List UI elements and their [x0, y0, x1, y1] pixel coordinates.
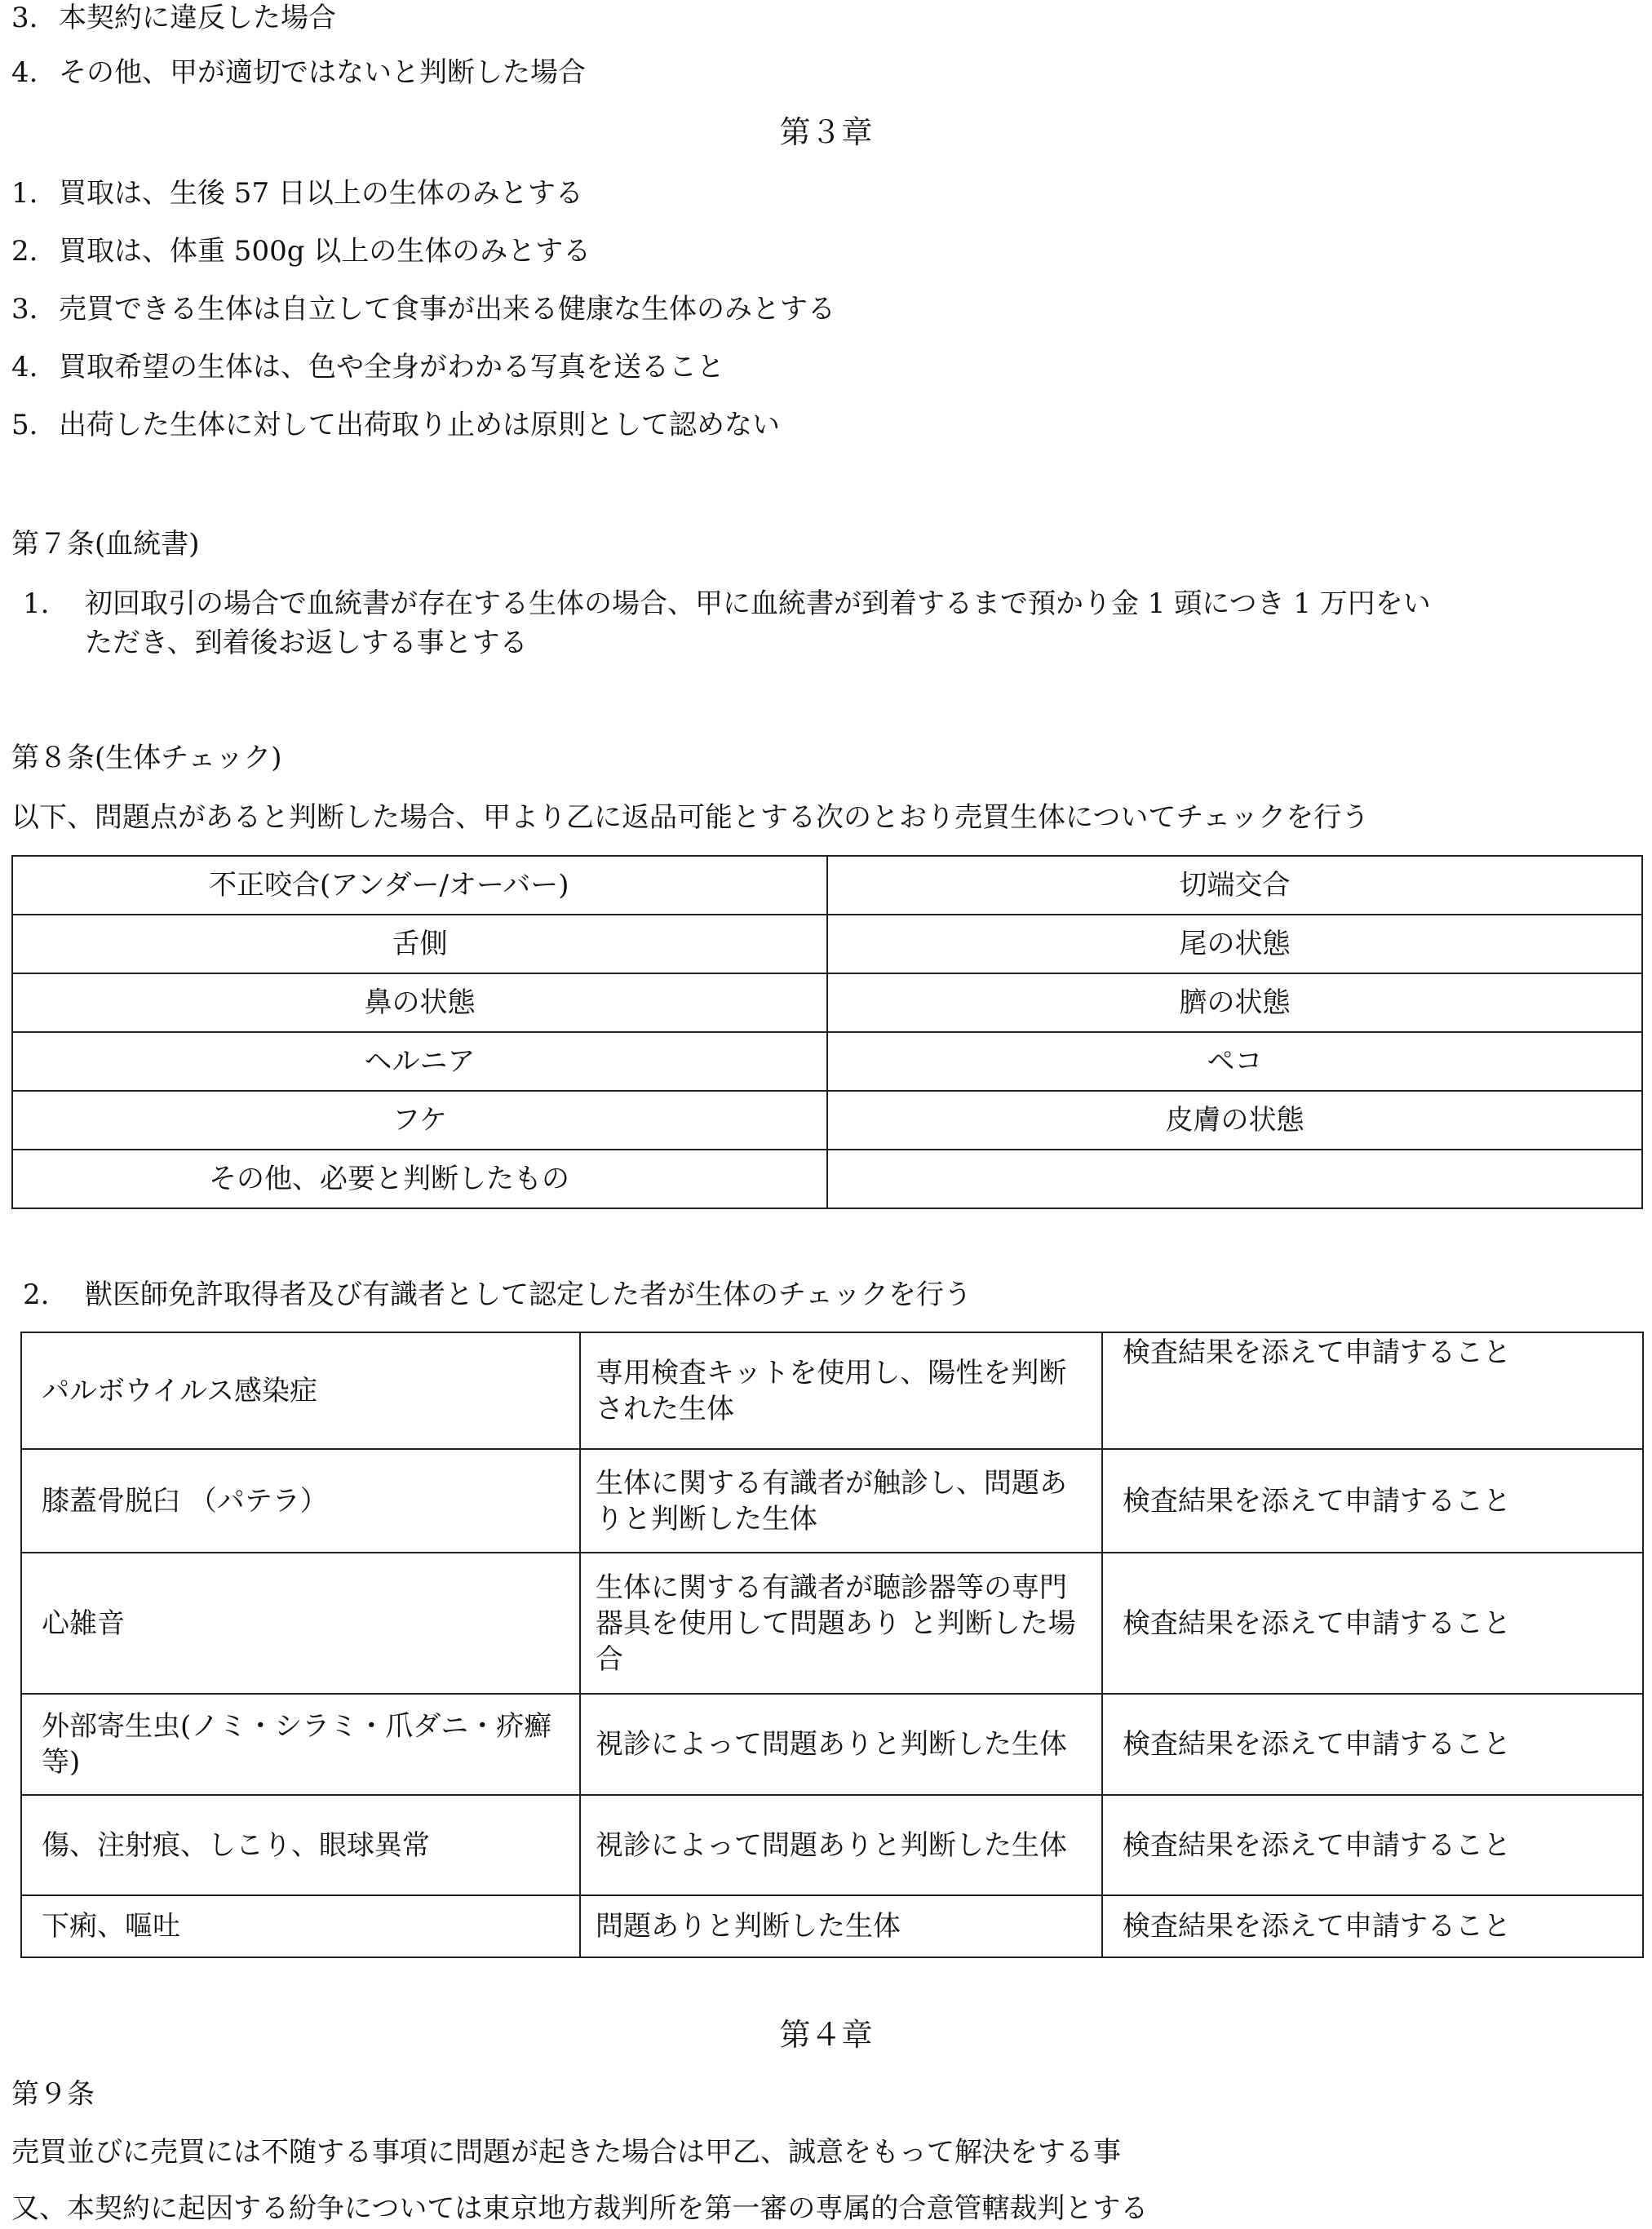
- table-cell: 切端交合: [827, 856, 1642, 915]
- list-item: [11, 407, 780, 443]
- item-number: 3.: [11, 2, 38, 34]
- table-cell: その他、必要と判断したもの: [12, 1150, 827, 1208]
- table-row: [12, 856, 1642, 915]
- table-row: [21, 1332, 1643, 1449]
- item-number: 5.: [11, 409, 38, 441]
- table-row: [21, 1694, 1643, 1795]
- article-8-intro: 以下、問題点があると判断した場合、甲より乙に返品可能とする次のとおり売買生体についてチェックを行う: [11, 801, 1370, 834]
- table-cell: ペコ: [827, 1032, 1642, 1091]
- item-text: 本契約に違反した場合: [59, 2, 336, 34]
- table-row: [12, 915, 1642, 973]
- item-number: 1.: [11, 177, 38, 210]
- table-row: [21, 1795, 1643, 1895]
- issue-cell: 傷、注射痕、しこり、眼球異常: [21, 1795, 580, 1895]
- list-item: [11, 55, 586, 91]
- article-9-line-1: 売買並びに売買には不随する事項に問題が起きた場合は甲乙、誠意をもって解決をする事: [11, 2136, 1121, 2169]
- table-cell: ヘルニア: [12, 1032, 827, 1091]
- table-row: [21, 1895, 1643, 1957]
- list-item: [11, 233, 591, 269]
- action-cell: 検査結果を添えて申請すること: [1102, 1553, 1643, 1694]
- issue-cell: 外部寄生虫(ノミ・シラミ・爪ダニ・疥癬等): [21, 1694, 580, 1795]
- article-7-heading: 第７条(血統書): [11, 528, 200, 561]
- table-cell: 舌側: [12, 915, 827, 973]
- action-cell: 検査結果を添えて申請すること: [1102, 1332, 1643, 1449]
- issue-cell: 下痢、嘔吐: [21, 1895, 580, 1957]
- action-cell: 検査結果を添えて申請すること: [1102, 1895, 1643, 1957]
- vet-check-table: [20, 1332, 1644, 1958]
- table-row: [21, 1449, 1643, 1553]
- condition-cell: 生体に関する有識者が触診し、問題ありと判断した生体: [580, 1449, 1102, 1553]
- table-cell: 皮膚の状態: [827, 1091, 1642, 1150]
- table-cell: 臍の状態: [827, 973, 1642, 1032]
- list-item: [11, 349, 724, 385]
- table-row: [12, 1091, 1642, 1150]
- list-item: [11, 0, 336, 36]
- issue-cell: パルボウイルス感染症: [21, 1332, 580, 1449]
- table-row: [12, 1032, 1642, 1091]
- table-cell: [827, 1150, 1642, 1208]
- condition-cell: 視診によって問題ありと判断した生体: [580, 1694, 1102, 1795]
- action-cell: 検査結果を添えて申請すること: [1102, 1449, 1643, 1553]
- action-cell: 検査結果を添えて申請すること: [1102, 1795, 1643, 1895]
- action-cell: 検査結果を添えて申請すること: [1102, 1694, 1643, 1795]
- item-text: 買取希望の生体は、色や全身がわかる写真を送ること: [59, 351, 724, 383]
- item-number: 3.: [11, 293, 38, 326]
- item-text: 買取は、体重 500g 以上の生体のみとする: [59, 235, 591, 268]
- item-text: 買取は、生後 57 日以上の生体のみとする: [59, 177, 583, 210]
- item-number: 4.: [11, 56, 38, 89]
- issue-cell: 心雑音: [21, 1553, 580, 1694]
- issue-cell: 膝蓋骨脱臼 （パテラ）: [21, 1449, 580, 1553]
- article-8-item-2-number: 2.: [23, 1278, 50, 1311]
- table-cell: フケ: [12, 1091, 827, 1150]
- item-number: 4.: [11, 351, 38, 383]
- article-9-line-2: 又、本契約に起因する紛争については東京地方裁判所を第一審の専属的合意管轄裁判とする: [11, 2192, 1149, 2225]
- condition-cell: 専用検査キットを使用し、陽性を判断された生体: [580, 1332, 1102, 1449]
- item-number: 2.: [11, 235, 38, 268]
- condition-cell: 問題ありと判断した生体: [580, 1895, 1102, 1957]
- table-cell: 尾の状態: [827, 915, 1642, 973]
- article-7-item-number: 1.: [23, 587, 50, 620]
- condition-cell: 生体に関する有識者が聴診器等の専門器具を使用して問題あり と判断した場合: [580, 1553, 1102, 1694]
- table-cell: 不正咬合(アンダー/オーバー): [12, 856, 827, 915]
- article-7-item-line-1: 初回取引の場合で血統書が存在する生体の場合、甲に血統書が到着するまで預かり金 1 頭につき 1 万円をい: [85, 587, 1431, 620]
- item-text: 出荷した生体に対して出荷取り止めは原則として認めない: [59, 409, 780, 441]
- condition-cell: 視診によって問題ありと判断した生体: [580, 1795, 1102, 1895]
- table-row: [12, 1150, 1642, 1208]
- article-9-heading: 第９条: [11, 2078, 95, 2111]
- table-row: [21, 1553, 1643, 1694]
- table-cell: 鼻の状態: [12, 973, 827, 1032]
- list-item: [11, 175, 583, 211]
- article-8-heading: 第８条(生体チェック): [11, 742, 282, 774]
- article-8-item-2-text: 獣医師免許取得者及び有識者として認定した者が生体のチェックを行う: [85, 1278, 972, 1311]
- table-row: [12, 973, 1642, 1032]
- item-text: その他、甲が適切ではないと判断した場合: [59, 56, 586, 89]
- check-table: [11, 855, 1643, 1209]
- chapter-4-heading: 第４章: [779, 2017, 873, 2053]
- chapter-3-heading: 第３章: [779, 114, 873, 150]
- item-text: 売買できる生体は自立して食事が出来る健康な生体のみとする: [59, 293, 835, 326]
- article-7-item-line-2: ただき、到着後お返しする事とする: [85, 627, 528, 659]
- list-item: [11, 291, 835, 327]
